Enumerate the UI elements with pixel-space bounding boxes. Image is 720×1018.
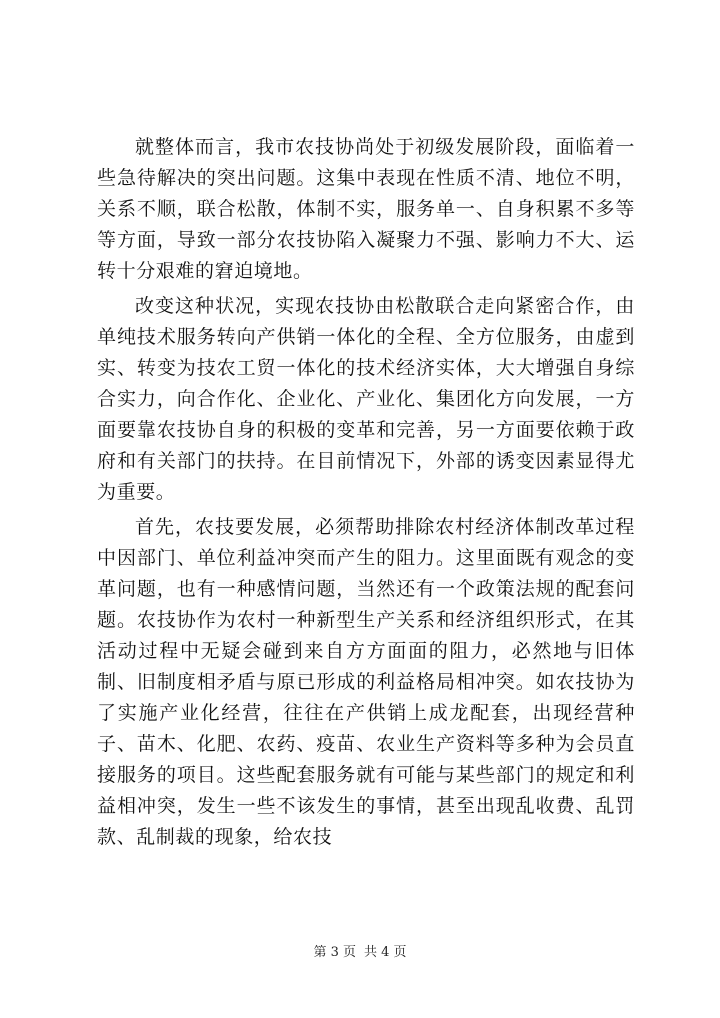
page-footer [0, 941, 720, 960]
paragraph: 改变这种状况，实现农技协由松散联合走向紧密合作，由单纯技术服务转向产供销一体化的全程、全方位服务，由虚到实、转变为技农工贸一体化的技术经济实体，大大增强自身综合实力，向合作化、企业化、产业化、集团化方向发展，一方面要靠农技协自身的积极的变革和完善，另一方面要依赖于政府和有关部门的扶持。在目前情况下，外部的诱变因素显得尤为重要。 [97, 295, 635, 503]
paragraph: 首先，农技要发展，必须帮助排除农村经济体制改革过程中因部门、单位利益冲突而产生的阻力。这里面既有观念的变革问题，也有一种感情问题，当然还有一个政策法规的配套问题。农技协作为农村一种新型生产关系和经济组织形式，在其活动过程中无疑会碰到来自方方面面的阻力，必然地与旧体制、旧制度相矛盾与原已形成的利益格局相冲突。如农技协为了实施产业化经营，往往在产供销上成龙配套，出现经营种子、苗木、化肥、农药、疫苗、农业生产资料等多种为会员直接服务的项目。这些配套服务就有可能与某些部门的规定和利益相冲突，发生一些不该发生的事情，甚至出现乱收费、乱罚款、乱制裁的现象，给农技 [97, 516, 635, 848]
paragraph: 就整体而言，我市农技协尚处于初级发展阶段，面临着一些急待解决的突出问题。这集中表现在性质不清、地位不明，关系不顺，联合松散，体制不实，服务单一、自身积累不多等等方面，导致一部分农技协陷入凝聚力不强、影响力不大、运转十分艰难的窘迫境地。 [97, 136, 635, 282]
page-total: 共 4 页 [364, 945, 407, 960]
page-number: 第 3 页 [313, 945, 356, 960]
document-body [97, 132, 635, 857]
